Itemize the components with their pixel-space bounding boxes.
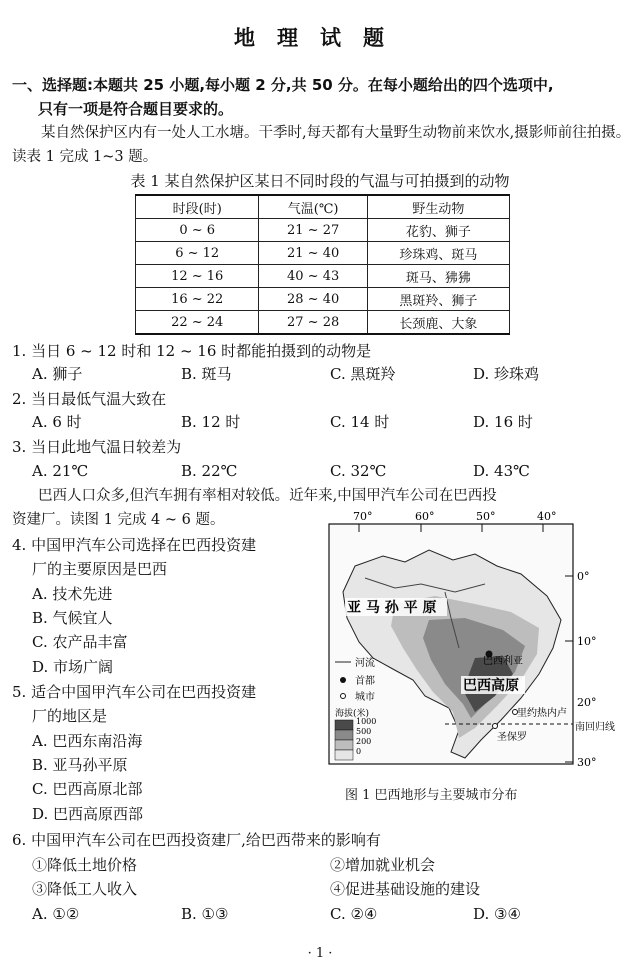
question-2-option-b[interactable]: B. 12 时: [181, 413, 241, 431]
lon-label: 70°: [353, 510, 373, 523]
question-4-stem-line2: 厂的主要原因是巴西: [32, 560, 168, 578]
question-2-stem: 2. 当日最低气温大致在: [12, 390, 167, 408]
question-2-option-a[interactable]: A. 6 时: [32, 413, 82, 431]
table-header-cell: 时段(时): [136, 195, 259, 219]
question-2-option-c[interactable]: C. 14 时: [330, 413, 390, 431]
question-3-option-a[interactable]: A. 21℃: [32, 462, 89, 480]
lon-label: 40°: [537, 510, 557, 523]
legend-elev-value: 1000: [356, 717, 377, 726]
table-cell: 长颈鹿、大象: [367, 311, 509, 335]
table-cell: 40 ~ 43: [259, 265, 367, 288]
question-3-option-d[interactable]: D. 43℃: [473, 462, 530, 480]
table-cell: 0 ~ 6: [136, 219, 259, 242]
rio-label: 里约热内卢: [517, 708, 567, 719]
map-caption: 图 1 巴西地形与主要城市分布: [345, 788, 518, 803]
table-cell: 27 ~ 28: [259, 311, 367, 335]
legend-city: 城市: [355, 692, 375, 703]
question-5-stem-line1: 5. 适合中国甲汽车公司在巴西投资建: [12, 683, 257, 701]
question-6-item-3: ③降低工人收入: [32, 880, 138, 898]
lon-label: 50°: [476, 510, 496, 523]
intro-paragraph-2-line2: 资建厂。读图 1 完成 4 ~ 6 题。: [12, 512, 225, 528]
legend-river: 河流: [355, 658, 375, 669]
table-cell: 珍珠鸡、斑马: [367, 242, 509, 265]
section-heading-line1: 一、选择题:本题共 25 小题,每小题 2 分,共 50 分。在每小题给出的四个选项中,: [12, 76, 554, 94]
question-6-option-d[interactable]: D. ③④: [473, 905, 521, 923]
question-6-stem: 6. 中国甲汽车公司在巴西投资建厂,给巴西带来的影响有: [12, 831, 381, 849]
table-cell: 花豹、狮子: [367, 219, 509, 242]
question-3-option-b[interactable]: B. 22℃: [181, 462, 238, 480]
brazil-map: [325, 508, 630, 808]
legend-elev-value: 200: [356, 737, 372, 746]
table-row: [136, 288, 510, 311]
table-cell: 12 ~ 16: [136, 265, 259, 288]
legend-elev-value: 0: [356, 747, 362, 756]
question-4-option-c[interactable]: C. 农产品丰富: [32, 633, 128, 651]
question-6-item-1: ①降低土地价格: [32, 856, 138, 874]
legend-swatch-mid: [335, 730, 353, 740]
legend-capital: 首都: [355, 676, 375, 687]
question-1-option-a[interactable]: A. 狮子: [32, 365, 83, 383]
legend-elev-value: 500: [356, 727, 372, 736]
question-1-option-d[interactable]: D. 珍珠鸡: [473, 365, 540, 383]
question-1-option-c[interactable]: C. 黑斑羚: [330, 365, 396, 383]
question-4-stem-line1: 4. 中国甲汽车公司选择在巴西投资建: [12, 536, 257, 554]
table-row: [136, 219, 510, 242]
table-header-cell: 气温(℃): [259, 195, 367, 219]
legend-swatch-lowest: [335, 750, 353, 760]
legend-swatch-low: [335, 740, 353, 750]
legend-swatch-high: [335, 720, 353, 730]
table-caption: 表 1 某自然保护区某日不同时段的气温与可拍摄到的动物: [130, 172, 510, 190]
lat-label: 0°: [577, 570, 590, 583]
question-5-option-a[interactable]: A. 巴西东南沿海: [32, 732, 143, 750]
section-heading-line2: 只有一项是符合题目要求的。: [38, 100, 234, 118]
question-3-stem: 3. 当日此地气温日较差为: [12, 438, 182, 456]
question-5-option-c[interactable]: C. 巴西高原北部: [32, 780, 143, 798]
table-cell: 6 ~ 12: [136, 242, 259, 265]
lat-label: 20°: [577, 696, 597, 709]
question-6-option-a[interactable]: A. ①②: [32, 905, 80, 923]
tropic-label: 南回归线: [575, 722, 615, 733]
question-3-option-c[interactable]: C. 32℃: [330, 462, 387, 480]
question-1-stem: 1. 当日 6 ~ 12 时和 12 ~ 16 时都能拍摄到的动物是: [12, 342, 372, 360]
sao-paulo-label: 圣保罗: [497, 732, 527, 743]
table-header-cell: 野生动物: [367, 195, 509, 219]
question-6-option-b[interactable]: B. ①③: [181, 905, 229, 923]
brasilia-label: 巴西利亚: [483, 656, 523, 667]
question-4-option-a[interactable]: A. 技术先进: [32, 585, 113, 603]
brazilian-plateau-label: 巴西高原: [463, 678, 519, 694]
question-5-option-b[interactable]: B. 亚马孙平原: [32, 756, 128, 774]
intro-paragraph-1: 某自然保护区内有一处人工水塘。干季时,每天都有大量野生动物前来饮水,摄影师前往拍摄。读表 1 完成 1~3 题。: [12, 125, 631, 165]
intro-paragraph-2-line1: 巴西人口众多,但汽车拥有率相对较低。近年来,中国甲汽车公司在巴西投: [38, 488, 497, 504]
table-cell: 黑斑羚、狮子: [367, 288, 509, 311]
table-row: [136, 242, 510, 265]
question-4-option-d[interactable]: D. 市场广阔: [32, 658, 114, 676]
amazon-plain-label: 亚 马 孙 平 原: [347, 600, 437, 616]
table-cell: 22 ~ 24: [136, 311, 259, 335]
lat-label: 30°: [577, 756, 597, 769]
question-1-option-b[interactable]: B. 斑马: [181, 365, 232, 383]
question-5-option-d[interactable]: D. 巴西高原西部: [32, 805, 144, 823]
city-legend-icon: [341, 694, 346, 699]
page-number: · 1 ·: [307, 946, 333, 961]
table-cell: 21 ~ 40: [259, 242, 367, 265]
table-row: [136, 311, 510, 335]
table-cell: 斑马、狒狒: [367, 265, 509, 288]
page-title: 地理试题: [234, 26, 406, 50]
question-6-item-4: ④促进基础设施的建设: [330, 880, 481, 898]
capital-legend-icon: [340, 677, 346, 683]
table-cell: 21 ~ 27: [259, 219, 367, 242]
city-marker: [493, 724, 498, 729]
question-6-item-2: ②增加就业机会: [330, 856, 436, 874]
table-cell: 16 ~ 22: [136, 288, 259, 311]
lat-label: 10°: [577, 635, 597, 648]
table-cell: 28 ~ 40: [259, 288, 367, 311]
question-5-stem-line2: 厂的地区是: [32, 707, 108, 725]
table-row: [136, 265, 510, 288]
legend-elevation-title: 海拔(米): [335, 709, 370, 719]
table-header-row: [136, 195, 510, 219]
data-table: [135, 194, 510, 335]
question-6-option-c[interactable]: C. ②④: [330, 905, 378, 923]
lon-label: 60°: [415, 510, 435, 523]
question-4-option-b[interactable]: B. 气候宜人: [32, 609, 113, 627]
question-2-option-d[interactable]: D. 16 时: [473, 413, 533, 431]
